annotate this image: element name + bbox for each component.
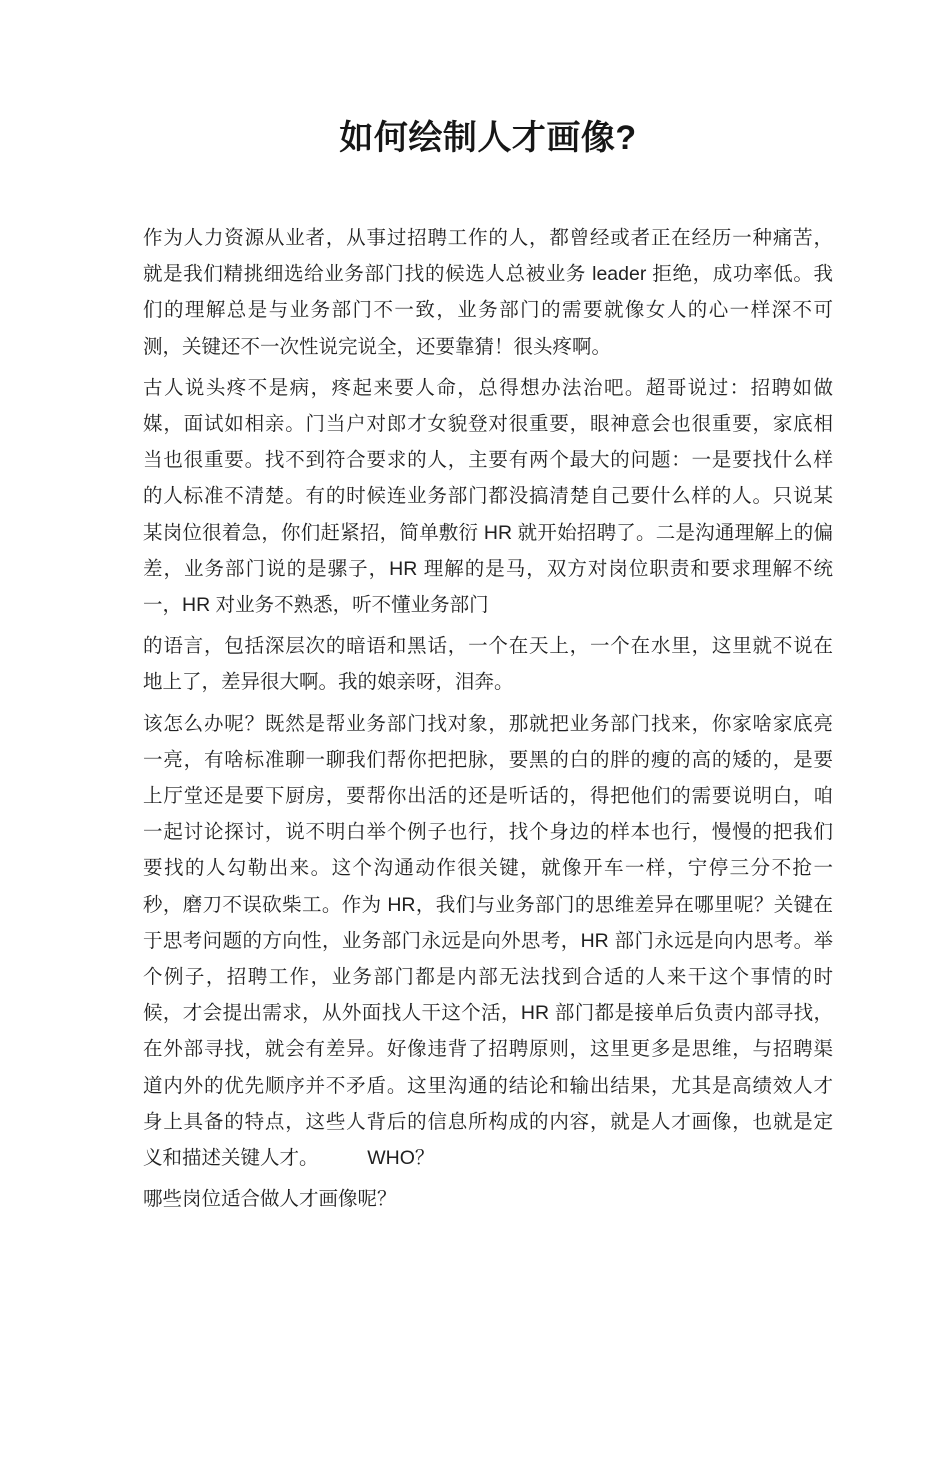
text-line: 道内外的优先顺序并不矛盾。这里沟通的结论和输出结果，尤其是高绩效人才 <box>143 1074 833 1097</box>
paragraph <box>143 370 833 623</box>
text-line: 的人标准不清楚。有的时候连业务部门都没搞清楚自己要什么样的人。只说某 <box>143 485 833 508</box>
text-line: 测，关键还不一次性说完说全，还要靠猜！很头疼啊。 <box>143 335 612 358</box>
paragraph <box>143 220 833 365</box>
paragraph <box>143 628 833 700</box>
text-line: 在外部寻找，就会有差异。好像违背了招聘原则，这里更多是思维，与招聘渠 <box>143 1038 833 1061</box>
paragraph <box>143 706 833 1177</box>
text-line: 地上了，差异很大啊。我的娘亲呀，泪奔。 <box>143 671 514 694</box>
text-line: 于思考问题的方向性，业务部门永远是向外思考，HR 部门永远是向内思考。举 <box>143 929 833 952</box>
text-line: 一起讨论探讨，说不明白举个例子也行，找个身边的样本也行，慢慢的把我们 <box>143 821 833 844</box>
text-line: 一亮，有啥标准聊一聊我们帮你把把脉，要黑的白的胖的瘦的高的矮的，是要 <box>143 748 833 771</box>
text-line: 媒，面试如相亲。门当户对郎才女貌登对很重要，眼神意会也很重要，家底相 <box>143 413 833 436</box>
text-line: 候，才会提出需求，从外面找人干这个活，HR 部门都是接单后负责内部寻找， <box>143 1002 833 1025</box>
document-body <box>143 220 833 1217</box>
text-line: 秒，磨刀不误砍柴工。作为 HR，我们与业务部门的思维差异在哪里呢？关键在 <box>143 893 833 916</box>
paragraph <box>143 1181 833 1217</box>
text-line: 当也很重要。找不到符合要求的人，主要有两个最大的问题：一是要找什么样 <box>143 449 833 472</box>
text-line: 古人说头疼不是病，疼起来要人命，总得想办法治吧。超哥说过：招聘如做 <box>143 376 833 399</box>
text-line: 的语言，包括深层次的暗语和黑话，一个在天上，一个在水里，这里就不说在 <box>143 635 833 658</box>
text-line: 差，业务部门说的是骡子，HR 理解的是马，双方对岗位职责和要求理解不统 <box>143 557 833 580</box>
text-line: 们的理解总是与业务部门不一致，业务部门的需要就像女人的心一样深不可 <box>143 299 833 322</box>
text-line: 身上具备的特点，这些人背后的信息所构成的内容，就是人才画像，也就是定 <box>143 1110 833 1133</box>
text-line: 哪些岗位适合做人才画像呢？ <box>143 1188 397 1211</box>
text-line: 就是我们精挑细选给业务部门找的候选人总被业务 leader 拒绝，成功率低。我 <box>143 263 833 286</box>
text-line: 个例子，招聘工作，业务部门都是内部无法找到合适的人来干这个事情的时 <box>143 966 833 989</box>
text-line: 某岗位很着急，你们赶紧招，简单敷衍 HR 就开始招聘了。二是沟通理解上的偏 <box>143 521 833 544</box>
text-line: 一，HR 对业务不熟悉，听不懂业务部门 <box>143 594 489 617</box>
text-line: 义和描述关键人才。 WHO？ <box>143 1147 435 1170</box>
text-line: 该怎么办呢？既然是帮业务部门找对象，那就把业务部门找来，你家啥家底亮 <box>143 712 833 735</box>
document-title: 如何绘制人才画像? <box>339 119 637 157</box>
document-page <box>0 115 950 1459</box>
text-line: 作为人力资源从业者，从事过招聘工作的人，都曾经或者正在经历一种痛苦， <box>143 227 833 249</box>
text-line: 要找的人勾勒出来。这个沟通动作很关键，就像开车一样，宁停三分不抢一 <box>143 857 833 880</box>
text-line: 上厅堂还是要下厨房，要帮你出活的还是听话的，得把他们的需要说明白，咱 <box>143 785 833 808</box>
